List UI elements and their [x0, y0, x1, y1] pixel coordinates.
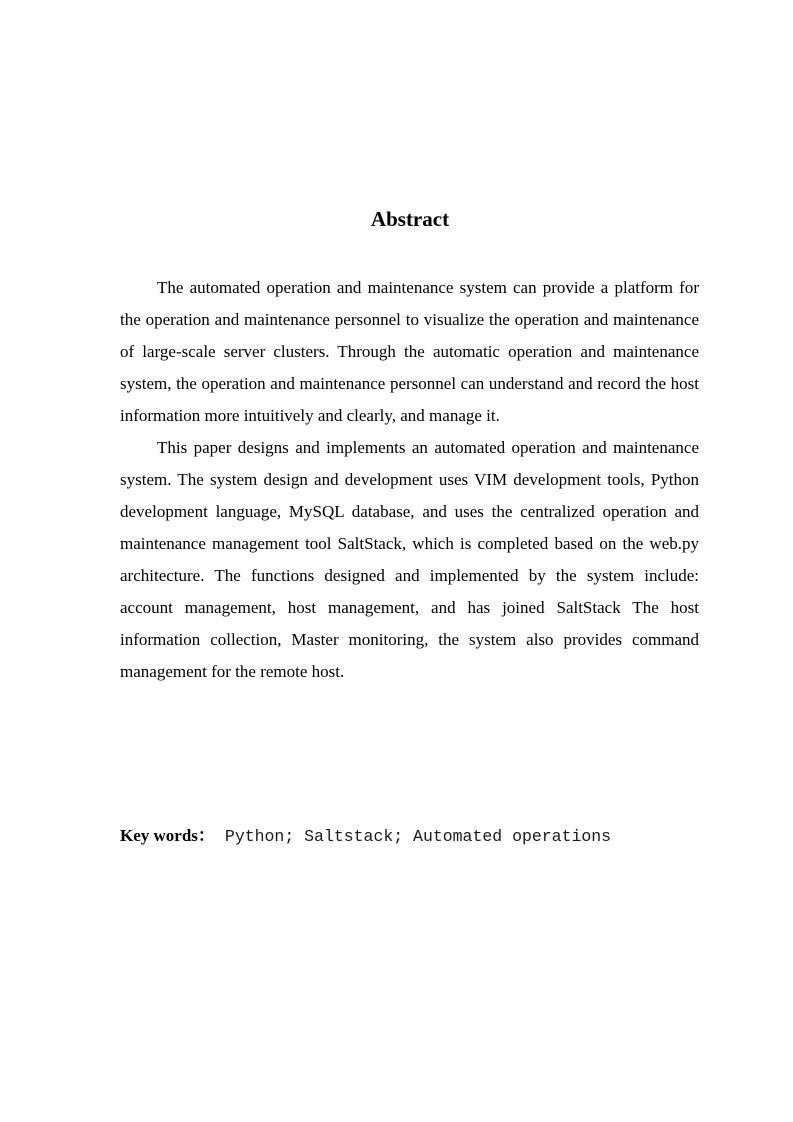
- abstract-heading: Abstract: [370, 207, 450, 231]
- abstract-paragraph-2: This paper designs and implements an automated operation and maintenance system. The system design and development uses VIM development tools, Python development language, MySQL database, and uses the centralized operation and maintenance management tool SaltStack, which is completed based on the web.py architecture. The functions designed and implemented by the system include: account management, host management, and has joined SaltStack The host information collection, Master monitoring, the system also provides command management for the remote host.: [120, 438, 699, 681]
- abstract-paragraph-1: The automated operation and maintenance system can provide a platform for the operation and maintenance personnel to visualize the operation and maintenance of large-scale server clusters. Through the automatic operation and maintenance system, the operation and maintenance personnel can understand and record the host information more intuitively and clearly, and manage it.: [120, 278, 699, 425]
- keywords-line: [120, 822, 720, 851]
- abstract-body: [120, 272, 699, 688]
- keywords-label: Key words: [120, 826, 198, 845]
- keywords-value: Python; Saltstack; Automated operations: [224, 827, 612, 846]
- keywords-separator: ：: [197, 826, 215, 845]
